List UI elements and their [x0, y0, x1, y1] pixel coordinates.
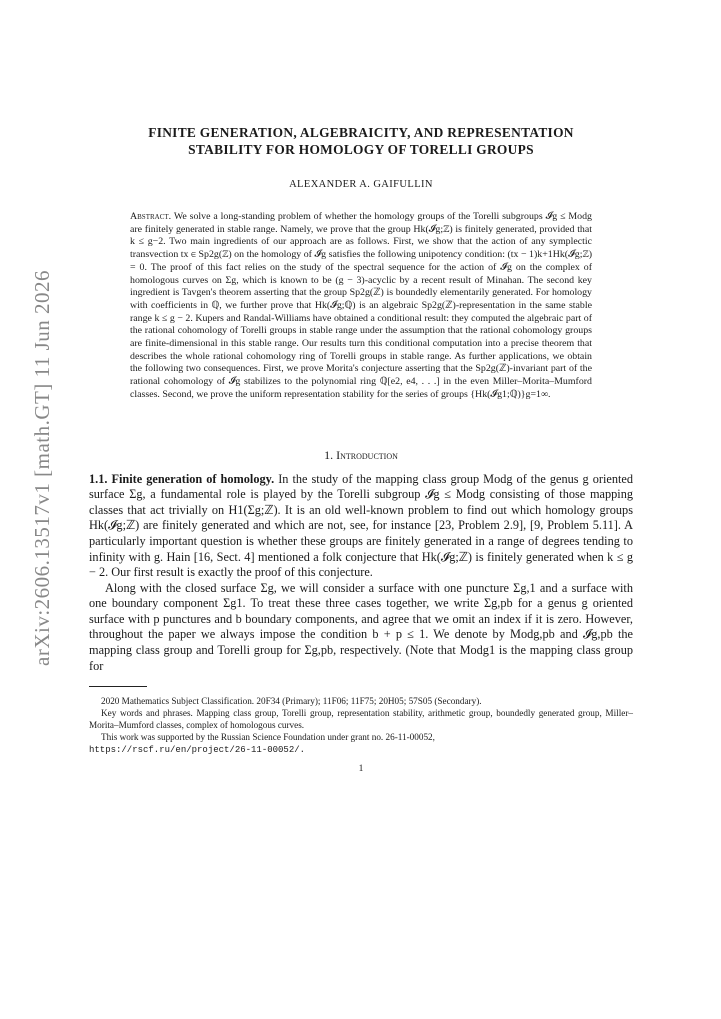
- paper-author: ALEXANDER A. GAIFULLIN: [289, 179, 433, 190]
- footnote-rule: [89, 686, 147, 687]
- footnotes: [89, 695, 633, 756]
- paper-title: [89, 124, 633, 158]
- paper-title-line-2: STABILITY FOR HOMOLOGY OF TORELLI GROUPS: [188, 142, 534, 157]
- footnote-funding: This work was supported by the Russian Science Foundation under grant no. 26-11-00052,: [101, 732, 435, 743]
- abstract-label: Abstract.: [130, 211, 172, 222]
- section-number: 1.: [324, 447, 334, 462]
- subsection-title: Finite generation of homology.: [111, 471, 275, 486]
- section-name: Introduction: [336, 447, 398, 462]
- abstract-text: We solve a long-standing problem of whether the homology groups of the Torelli subgroups 𝓘g ≤ Modg are finitely generated in stable range. Namely, we prove that the group Hk(𝓘g;ℤ) is finitely generated, provided that k ≤ g−2. Two main ingredients of our approach are as follows. First, we show that the action of any symplectic transvection tx ∈ Sp2g(ℤ) on the homology of 𝓘g satisfies the following unipotency condition: (tx − 1)k+1Hk(𝓘g;ℤ) = 0. The proof of this fact relies on the study of the spectral sequence for the action of 𝓘g on the complex of homologous curves on Σg, which is known to be (g − 3)-acyclic by a recent result of Minahan. The second key ingredient is Tavgen's theorem asserting that the group Sp2g(ℤ) is boundedly elementarily generated. For homology with coefficients in ℚ, we further prove that Hk(𝓘g;ℚ) is an algebraic Sp2g(ℤ)-representation in the same stable range k ≤ g − 2. Kupers and Randal-Williams have obtained a conditional result: they computed the algebraic part of the rational cohomology of Torelli groups in stable range under the assumption that the rational cohomology groups are finite-dimensional in this stable range. Our results turn this conditional computation into a precise theorem that describes the whole rational cohomology ring of Torelli groups in stable range. As further applications, we obtain the following two consequences. First, we prove Morita's conjecture asserting that the Sp2g(ℤ)-invariant part of the rational cohomology of 𝓘g stabilizes to the polynomial ring ℚ[e2, e4, . . .] in the even Miller–Morita–Mumford classes. Second, we prove the uniform representation stability for the series of groups {Hk(𝓘g1;ℚ)}g=1∞.: [130, 211, 592, 400]
- body-text: [89, 472, 633, 675]
- paper-page: [89, 0, 633, 774]
- footnote-url-line: [89, 743, 633, 756]
- body-paragraph-1: [89, 472, 633, 581]
- section-heading: [89, 448, 633, 463]
- page-number: 1: [358, 764, 364, 775]
- abstract: [130, 211, 592, 402]
- paragraph-1-text: In the study of the mapping class group Modg of the genus g oriented surface Σg, a fundamental role is played by the Torelli subgroup 𝓘g ≤ Modg consisting of those mapping classes that act trivially on H1(Σg;ℤ). It is an old well-known problem to find out which homology groups Hk(𝓘g;ℤ) are finitely generated and which are not, see, for instance [23, Problem 2.9], [9, Problem 5.11]. A particularly important question is whether these groups are finitely generated in a range of degrees tending to infinity with g. Hain [16, Sect. 4] mentioned a folk conjecture that Hk(𝓘g;ℤ) is finitely generated when k ≤ g − 2. Our first result is exactly the proof of this conjecture.: [89, 471, 634, 580]
- arxiv-identifier-stamp: arXiv:2606.13517v1 [math.GT] 11 Jun 2026: [30, 269, 54, 666]
- subsection-number: 1.1.: [89, 471, 108, 486]
- funding-url-link[interactable]: https://rscf.ru/en/project/26-11-00052/.: [89, 745, 306, 756]
- paper-title-line-1: FINITE GENERATION, ALGEBRAICITY, AND REPRESENTATION: [148, 125, 574, 140]
- footnote-keywords: Key words and phrases. Mapping class group, Torelli group, representation stability, arithmetic group, boundedly generated group, Miller–Morita–Mumford classes, complex of homologous curves.: [89, 708, 633, 731]
- footnote-msc: 2020 Mathematics Subject Classification. 20F34 (Primary); 11F06; 11F75; 20H05; 57S05 (Secondary).: [101, 696, 482, 707]
- body-paragraph-2: Along with the closed surface Σg, we will consider a surface with one puncture Σg,1 and a surface with one boundary component Σg1. To treat these three cases together, we write Σg,pb for a genus g oriented surface with p punctures and b boundary components, and agree that we omit an index if it is zero. However, throughout the paper we always impose the condition b + p ≤ 1. We denote by Modg,pb and 𝓘g,pb the mapping class group and Torelli group for Σg,pb, respectively. (Note that Modg1 is the mapping class group for: [89, 580, 633, 673]
